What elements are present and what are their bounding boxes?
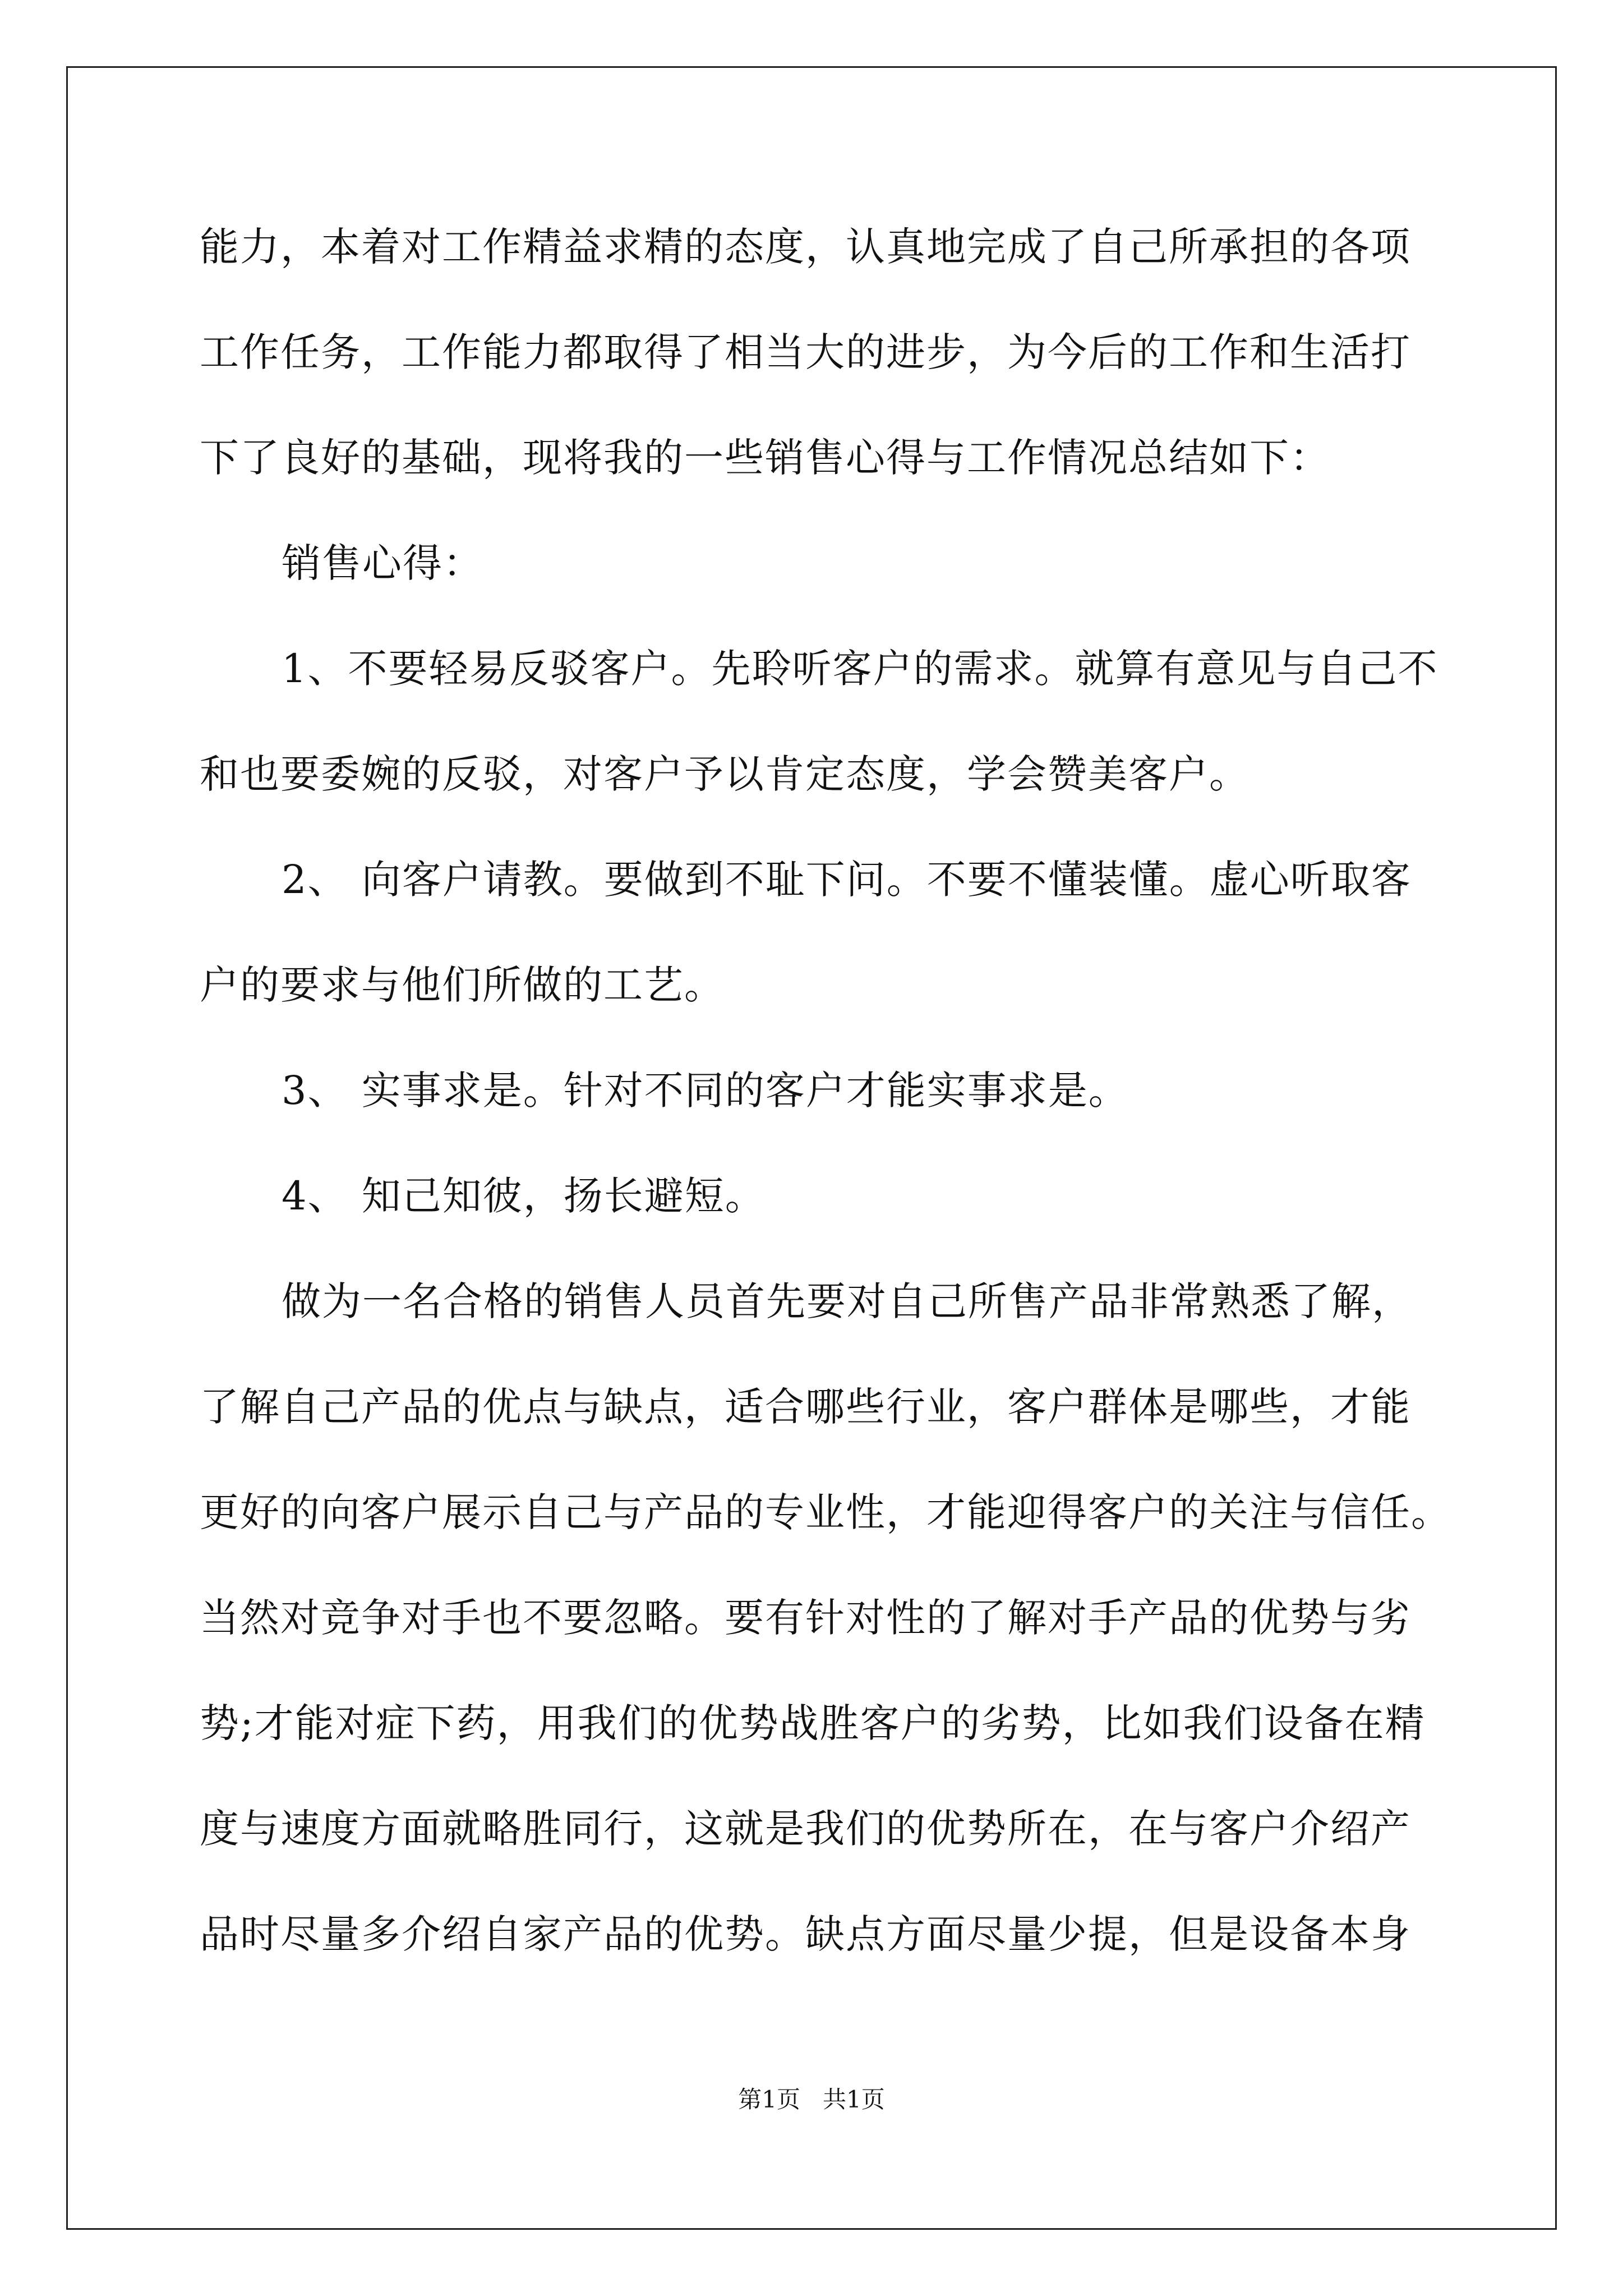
page-footer: 第1页 共1页 bbox=[738, 2086, 885, 2113]
paragraph-line-4: 当然对竞争对手也不要忽略。要有针对性的了解对手产品的优势与劣 bbox=[200, 1595, 1411, 1641]
body-line-1: 能力，本着对工作精益求精的态度，认真地完成了自己所承担的各项 bbox=[200, 224, 1411, 270]
section-heading: 销售心得： bbox=[282, 540, 483, 586]
body-line-3: 下了良好的基础，现将我的一些销售心得与工作情况总结如下： bbox=[200, 435, 1330, 481]
paragraph-line-3: 更好的向客户展示自己与产品的专业性，才能迎得客户的关注与信任。 bbox=[200, 1489, 1451, 1535]
body-line-2: 工作任务，工作能力都取得了相当大的进步，为今后的工作和生活打 bbox=[200, 329, 1411, 375]
list-item-2-line-1: 2、 向客户请教。要做到不耻下问。不要不懂装懂。虚心听取客 bbox=[282, 857, 1412, 903]
paragraph-line-7: 品时尽量多介绍自家产品的优势。缺点方面尽量少提，但是设备本身 bbox=[200, 1911, 1411, 1957]
list-item-1-line-2: 和也要委婉的反驳，对客户予以肯定态度，学会赞美客户。 bbox=[200, 751, 1249, 797]
list-item-4: 4、 知己知彼，扬长避短。 bbox=[282, 1173, 766, 1219]
list-item-1-line-1: 1、不要轻易反驳客户。先聆听客户的需求。就算有意见与自己不 bbox=[282, 646, 1438, 692]
list-item-3: 3、 实事求是。针对不同的客户才能实事求是。 bbox=[282, 1068, 1129, 1114]
page-border bbox=[66, 66, 1557, 2230]
paragraph-line-1: 做为一名合格的销售人员首先要对自己所售产品非常熟悉了解， bbox=[282, 1278, 1412, 1324]
list-item-2-line-2: 户的要求与他们所做的工艺。 bbox=[200, 962, 725, 1008]
paragraph-line-5: 势;才能对症下药，用我们的优势战胜客户的劣势，比如我们设备在精 bbox=[200, 1700, 1426, 1746]
paragraph-line-2: 了解自己产品的优点与缺点，适合哪些行业，客户群体是哪些，才能 bbox=[200, 1384, 1411, 1430]
paragraph-line-6: 度与速度方面就略胜同行，这就是我们的优势所在，在与客户介绍产 bbox=[200, 1806, 1411, 1852]
